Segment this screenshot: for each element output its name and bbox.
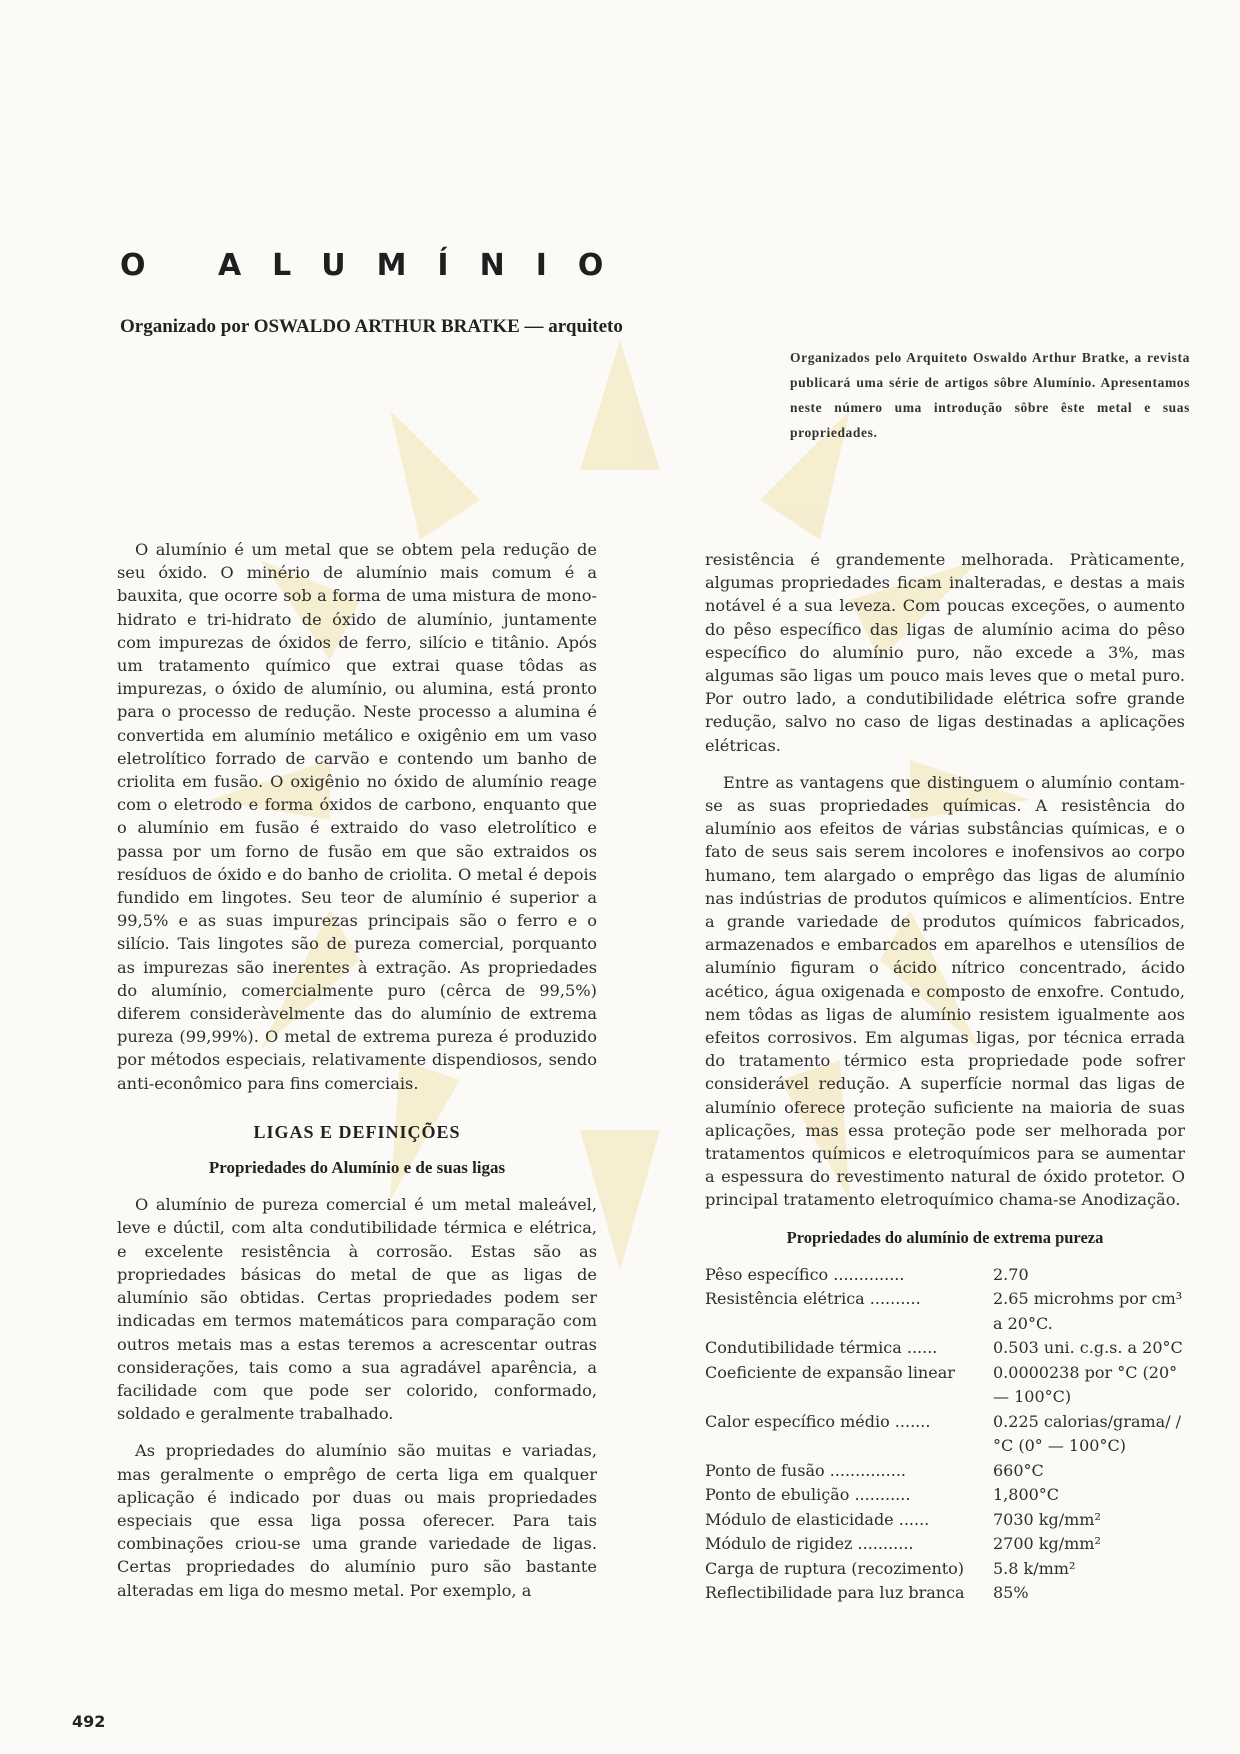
property-label: Reflectibilidade para luz branca — [705, 1583, 965, 1603]
page-number: 492 — [72, 1712, 106, 1731]
table-row — [705, 1410, 1185, 1459]
byline: Organizado por OSWALDO ARTHUR BRATKE — arquiteto — [120, 316, 623, 337]
table-row — [705, 1361, 1185, 1410]
right-column — [705, 548, 1185, 1606]
property-value: 5.8 k/mm² — [993, 1558, 1076, 1578]
paragraph: O alumínio é um metal que se obtem pela redução de seu óxido. O minério de alumínio mais comum é a bauxita, que ocorre sob a forma de uma mistura de mono-hidrato e tri-hidrato de óxido de alumínio, juntamente com impurezas de óxidos de ferro, silício e titânio. Após um tratamento químico que extrai quase tôdas as impurezas, o óxido de alumínio, ou alumina, está pronto para o processo de redução. Neste processo a alumina é convertida em alumínio metálico e oxigênio em um vaso eletrolítico forrado de carvão e contendo um banho de criolita em fusão. O oxigênio no óxido de alumínio reage com o eletrodo e forma óxidos de carbono, enquanto que o alumínio em fusão é extraido do vaso eletrolítico e passa por um forno de fusão em que são extraidos os resíduos de óxido e do banho de criolita. O metal é depois fundido em lingotes. Seu teor de alumínio é superior a 99,5% e as suas impurezas principais são o ferro e o silício. Tais lingotes são de pureza comercial, porquanto as impurezas são inerentes à extração. As propriedades do alumínio, comercialmente puro (cêrca de 99,5%) diferem consideràvelmente das do alumínio de extrema pureza (99,99%). O metal de extrema pureza é produzido por métodos especiais, relativamente dispendiosos, sendo anti-econômico para fins comerciais. — [117, 540, 597, 1093]
paragraph: resistência é grandemente melhorada. Pràticamente, algumas propriedades ficam inalteradas, e destas a mais notável é a sua leveza. Com poucas exceções, o aumento do pêso específico das ligas de alumínio acima do pêso específico do alumínio puro, não excede a 3%, mas algumas são ligas um pouco mais leves que o metal puro. Por outro lado, a condutibilidade elétrica sofre grande redução, salvo no caso de ligas destinadas a aplicações elétricas. — [705, 550, 1185, 755]
paragraph: As propriedades do alumínio são muitas e variadas, mas geralmente o emprêgo de certa liga em qualquer aplicação é indicado por duas ou mais propriedades especiais que essa liga possa oferecer. Para tais combinações criou-se uma grande variedade de ligas. Certas propriedades do alumínio puro são bastante alteradas em liga do mesmo metal. Por exemplo, a — [117, 1441, 597, 1600]
table-row — [705, 1581, 1185, 1606]
paragraph: O alumínio de pureza comercial é um metal maleável, leve e dúctil, com alta condutibilidade térmica e elétrica, e excelente resistência à corrosão. Estas são as propriedades básicas do metal de que as ligas de alumínio são obtidas. Certas propriedades podem ser indicadas em termos matemáticos para comparação com outros metais mas a estas teremos a acrescentar outras considerações, tais como a sua agradável aparência, a facilidade com que pode ser colorido, conformado, soldado e geralmente trabalhado. — [117, 1195, 597, 1424]
property-label: Ponto de ebulição ........... — [705, 1485, 911, 1505]
property-value: 0.0000238 por °C (20° — 100°C) — [993, 1362, 1178, 1407]
table-row — [705, 1557, 1185, 1582]
property-label: Resistência elétrica .......... — [705, 1289, 921, 1309]
property-label: Ponto de fusão ............... — [705, 1460, 906, 1480]
article-title: O ALUMÍNIO — [120, 248, 635, 283]
property-value: 0.225 calorias/grama/ /°C (0° — 100°C) — [993, 1411, 1182, 1456]
section-heading: LIGAS E DEFINIÇÕES — [253, 1121, 461, 1142]
property-value: 85% — [993, 1583, 1029, 1603]
subheading: Propriedades do Alumínio e de suas ligas — [208, 1158, 506, 1178]
table-row — [705, 1459, 1185, 1484]
property-value: 2.70 — [993, 1264, 1029, 1284]
table-row — [705, 1336, 1185, 1361]
property-value: 2.65 microhms por cm³ a 20°C. — [993, 1289, 1183, 1333]
property-value: 660°C — [993, 1460, 1044, 1480]
table-row — [705, 1532, 1185, 1557]
intro-note: Organizados pelo Arquiteto Oswaldo Arthur Bratke, a revista publicará uma série de artigos sôbre Alumínio. Apresentamos neste número uma introdução sôbre êste metal e suas propriedades. — [790, 350, 1190, 440]
table-row — [705, 1287, 1185, 1336]
property-label: Carga de ruptura (recozimento) — [705, 1558, 965, 1578]
left-column — [117, 538, 597, 1616]
property-value: 1,800°C — [993, 1485, 1060, 1505]
property-value: 0.503 uni. c.g.s. a 20°C — [993, 1338, 1183, 1358]
property-label: Calor específico médio ....... — [705, 1411, 931, 1431]
property-value: 7030 kg/mm² — [993, 1509, 1101, 1529]
properties-table — [705, 1263, 1185, 1606]
paragraph: Entre as vantagens que distinguem o alumínio contam-se as suas propriedades químicas. A resistência do alumínio aos efeitos de várias substâncias químicas, e o fato de seus sais serem incolores e inofensivos ao corpo humano, tem alargado o emprêgo das ligas de alumínio nas indústrias de produtos químicos e alimentícios. Entre a grande variedade de produtos químicos fabricados, armazenados e embarcados em aparelhos e utensílios de alumínio figuram o ácido nítrico concentrado, ácido acético, água oxigenada e composto de enxofre. Contudo, nem tôdas as ligas de alumínio resistem igualmente aos efeitos corrosivos. Em algumas ligas, por técnica errada do tratamento térmico esta propriedade pode sofrer considerável redução. A superfície normal das ligas de alumínio oferece proteção suficiente na maioria de suas aplicações, mas essa proteção pode ser melhorada por tratamentos químicos e eletroquímicos para se aumentar a espessura do revestimento natural de óxido protetor. O principal tratamento eletroquímico chama-se Anodização. — [705, 772, 1185, 1210]
table-row — [705, 1508, 1185, 1533]
property-label: Coeficiente de expansão linear — [705, 1362, 955, 1382]
property-label: Condutibilidade térmica ...... — [705, 1338, 938, 1358]
property-label: Pêso específico .............. — [705, 1264, 905, 1284]
table-heading: Propriedades do alumínio de extrema pureza — [786, 1227, 1104, 1247]
property-label: Módulo de elasticidade ...... — [705, 1509, 930, 1529]
property-value: 2700 kg/mm² — [993, 1534, 1101, 1554]
table-row — [705, 1483, 1185, 1508]
table-row — [705, 1263, 1185, 1288]
property-label: Módulo de rigidez ........... — [705, 1534, 914, 1554]
